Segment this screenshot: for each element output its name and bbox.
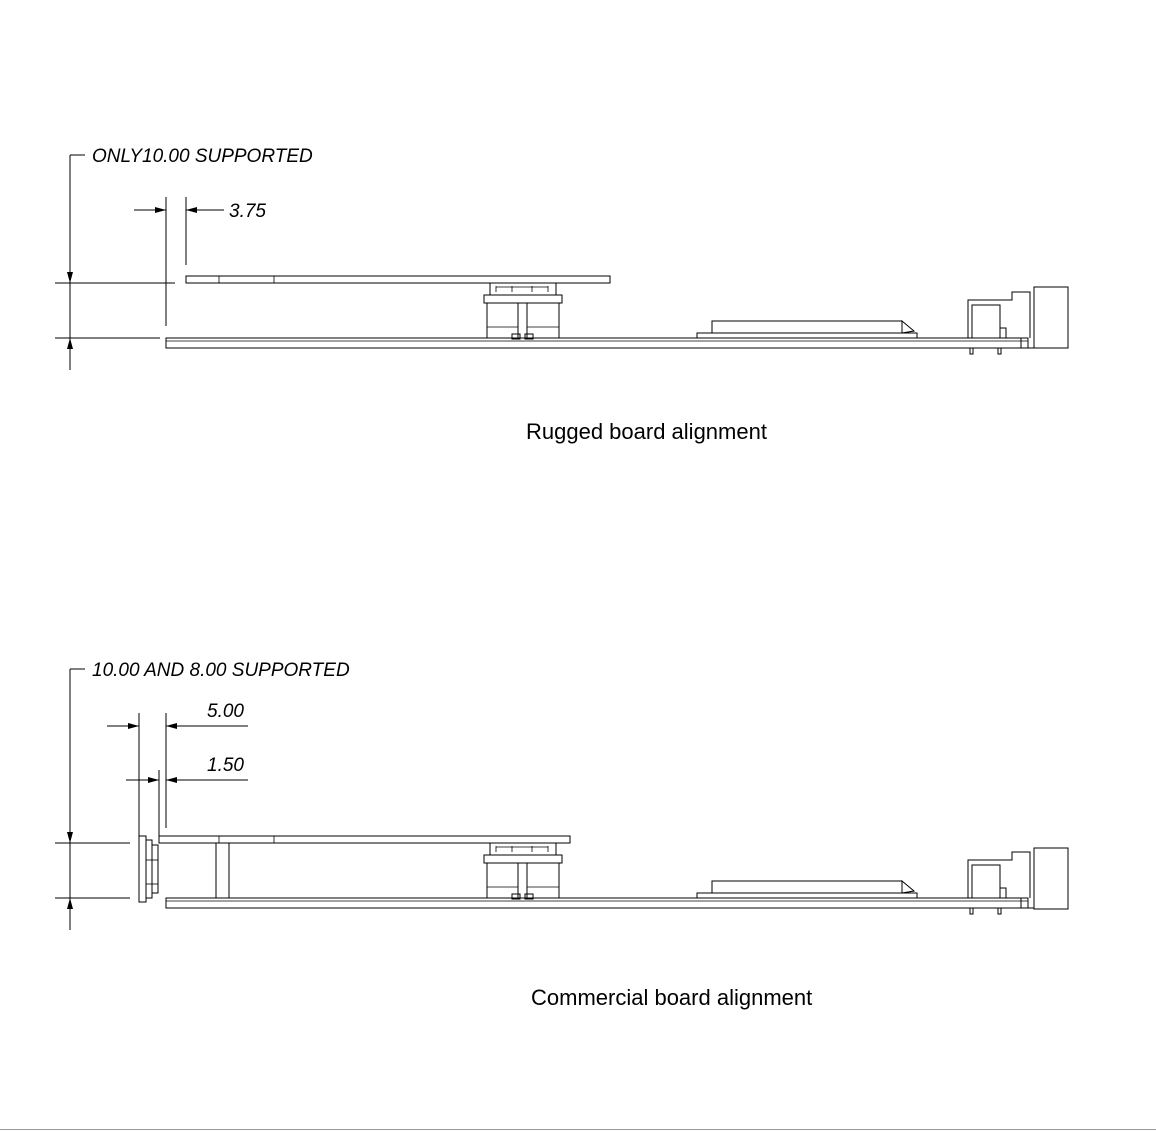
commercial-carrier-board [166, 898, 1028, 908]
commercial-caption: Commercial board alignment [531, 985, 813, 1010]
rugged-connector-stack [484, 283, 562, 339]
rugged-height-dimension [55, 155, 175, 370]
rugged-carrier-board [166, 338, 1028, 348]
commercial-component [697, 881, 917, 898]
rugged-offset-label: 3.75 [229, 201, 266, 222]
commercial-support-note: 10.00 AND 8.00 SUPPORTED [92, 660, 350, 681]
commercial-front-connector [968, 848, 1068, 914]
rugged-support-note: ONLY10.00 SUPPORTED [92, 146, 313, 167]
rugged-view [55, 146, 1068, 444]
rugged-mezzanine-board [186, 276, 610, 283]
commercial-mezzanine-board [159, 836, 570, 898]
commercial-offset-label-a: 5.00 [207, 701, 244, 722]
commercial-offset-label-b: 1.50 [207, 755, 244, 776]
rugged-front-connector [968, 287, 1068, 354]
commercial-bezel [139, 836, 158, 902]
rugged-offset-dimension [134, 197, 224, 326]
commercial-height-dimension [55, 669, 130, 930]
commercial-offset-dimension-b [126, 770, 248, 836]
rugged-caption: Rugged board alignment [526, 419, 767, 444]
commercial-view [55, 660, 1068, 1010]
bottom-divider [0, 1129, 1156, 1130]
commercial-connector-stack [484, 843, 562, 899]
rugged-component [697, 321, 917, 338]
